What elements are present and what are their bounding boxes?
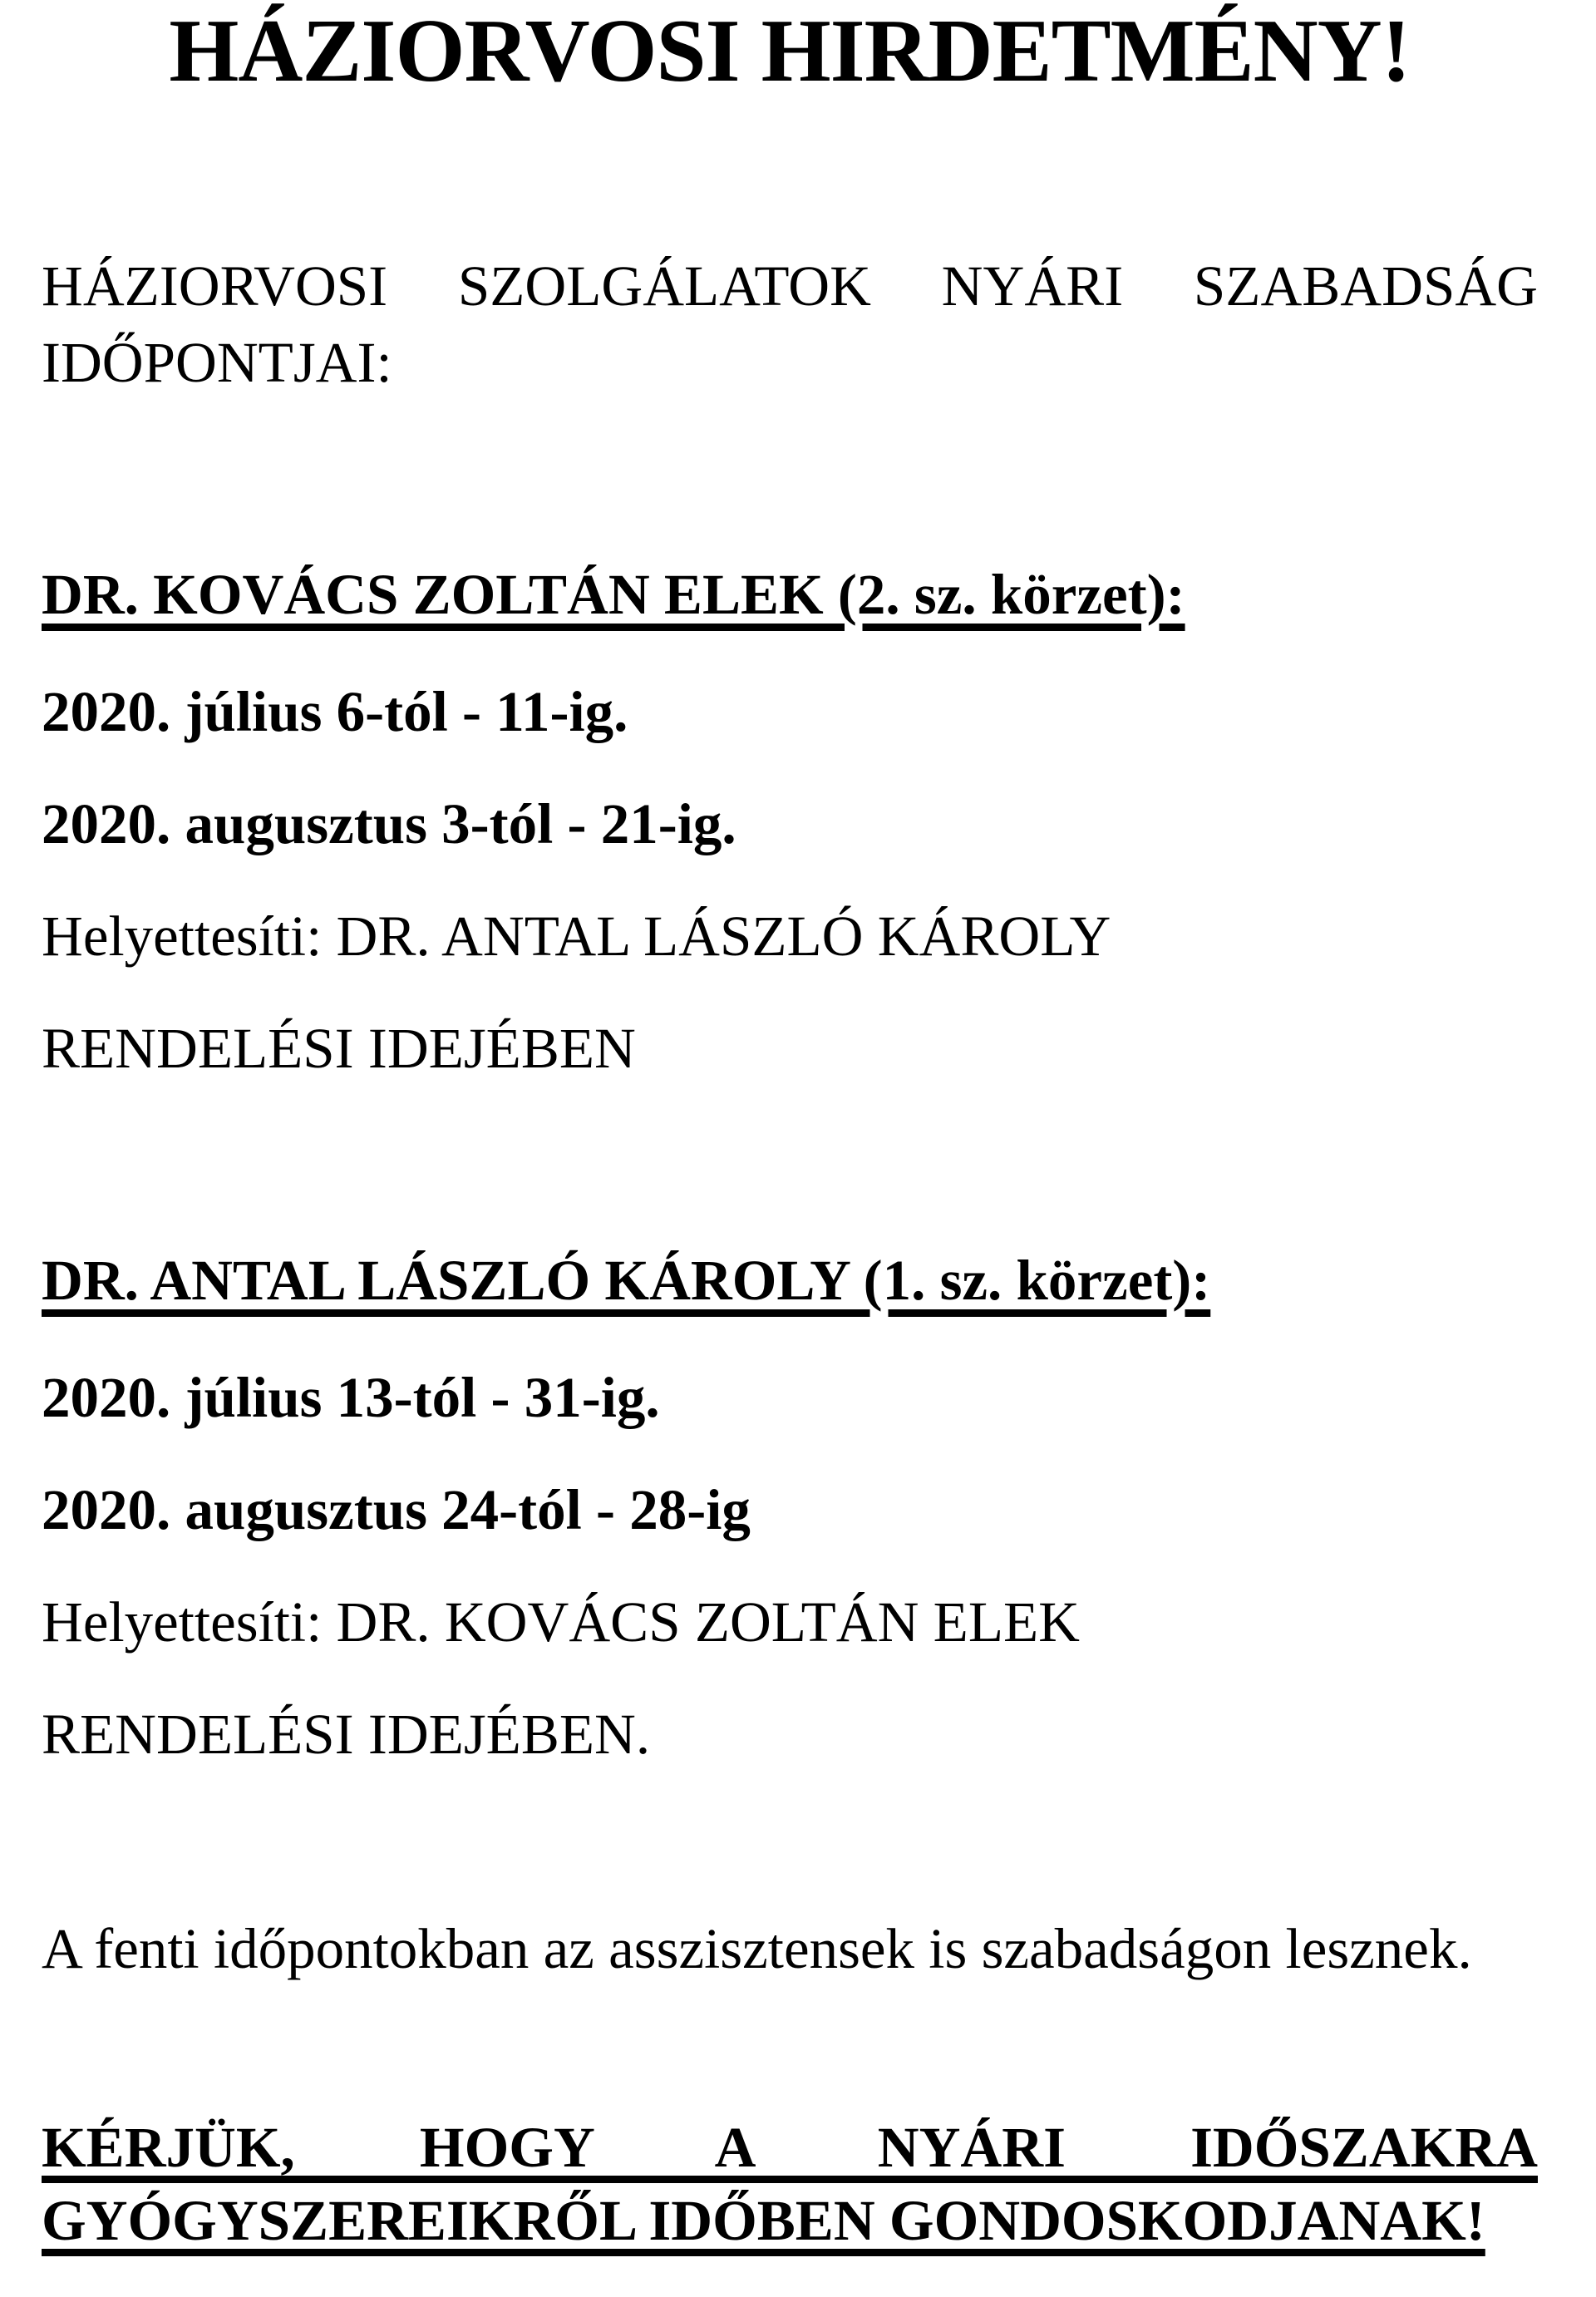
vacation-date-line: 2020. augusztus 24-tól - 28-ig: [42, 1478, 751, 1541]
vacation-date-line: 2020. augusztus 3-tól - 21-ig.: [42, 792, 736, 855]
closing-paragraph: [42, 2111, 1538, 2257]
vacation-date-line: 2020. július 13-tól - 31-ig.: [42, 1366, 660, 1429]
substitute-note: RENDELÉSI IDEJÉBEN: [42, 1017, 636, 1080]
intro-line-2: IDŐPONTJAI:: [42, 331, 392, 394]
substitute-note: RENDELÉSI IDEJÉBEN.: [42, 1703, 651, 1766]
intro-line-1: HÁZIORVOSI SZOLGÁLATOK NYÁRI SZABADSÁG: [42, 254, 1538, 318]
section-heading-antal: DR. ANTAL LÁSZLÓ KÁROLY (1. sz. körzet):: [42, 1249, 1211, 1312]
intro-paragraph: [42, 248, 1538, 401]
page-content: [42, 0, 1538, 2257]
section-heading-kovacs: DR. KOVÁCS ZOLTÁN ELEK (2. sz. körzet):: [42, 563, 1185, 626]
closing-line-2: GYÓGYSZEREIKRŐL IDŐBEN GONDOSKODJANAK!: [42, 2189, 1485, 2252]
substitute-line: Helyettesíti: DR. KOVÁCS ZOLTÁN ELEK: [42, 1590, 1080, 1654]
substitute-line: Helyettesíti: DR. ANTAL LÁSZLÓ KÁROLY: [42, 905, 1111, 968]
assistants-note: A fenti időpontokban az asszisztensek is szabadságon lesznek.: [42, 1917, 1472, 1980]
vacation-date-line: 2020. július 6-tól - 11-ig.: [42, 680, 628, 743]
page-title: HÁZIORVOSI HIRDETMÉNY!: [169, 2, 1411, 101]
closing-line-1: KÉRJÜK, HOGY A NYÁRI IDŐSZAKRA: [42, 2116, 1538, 2179]
